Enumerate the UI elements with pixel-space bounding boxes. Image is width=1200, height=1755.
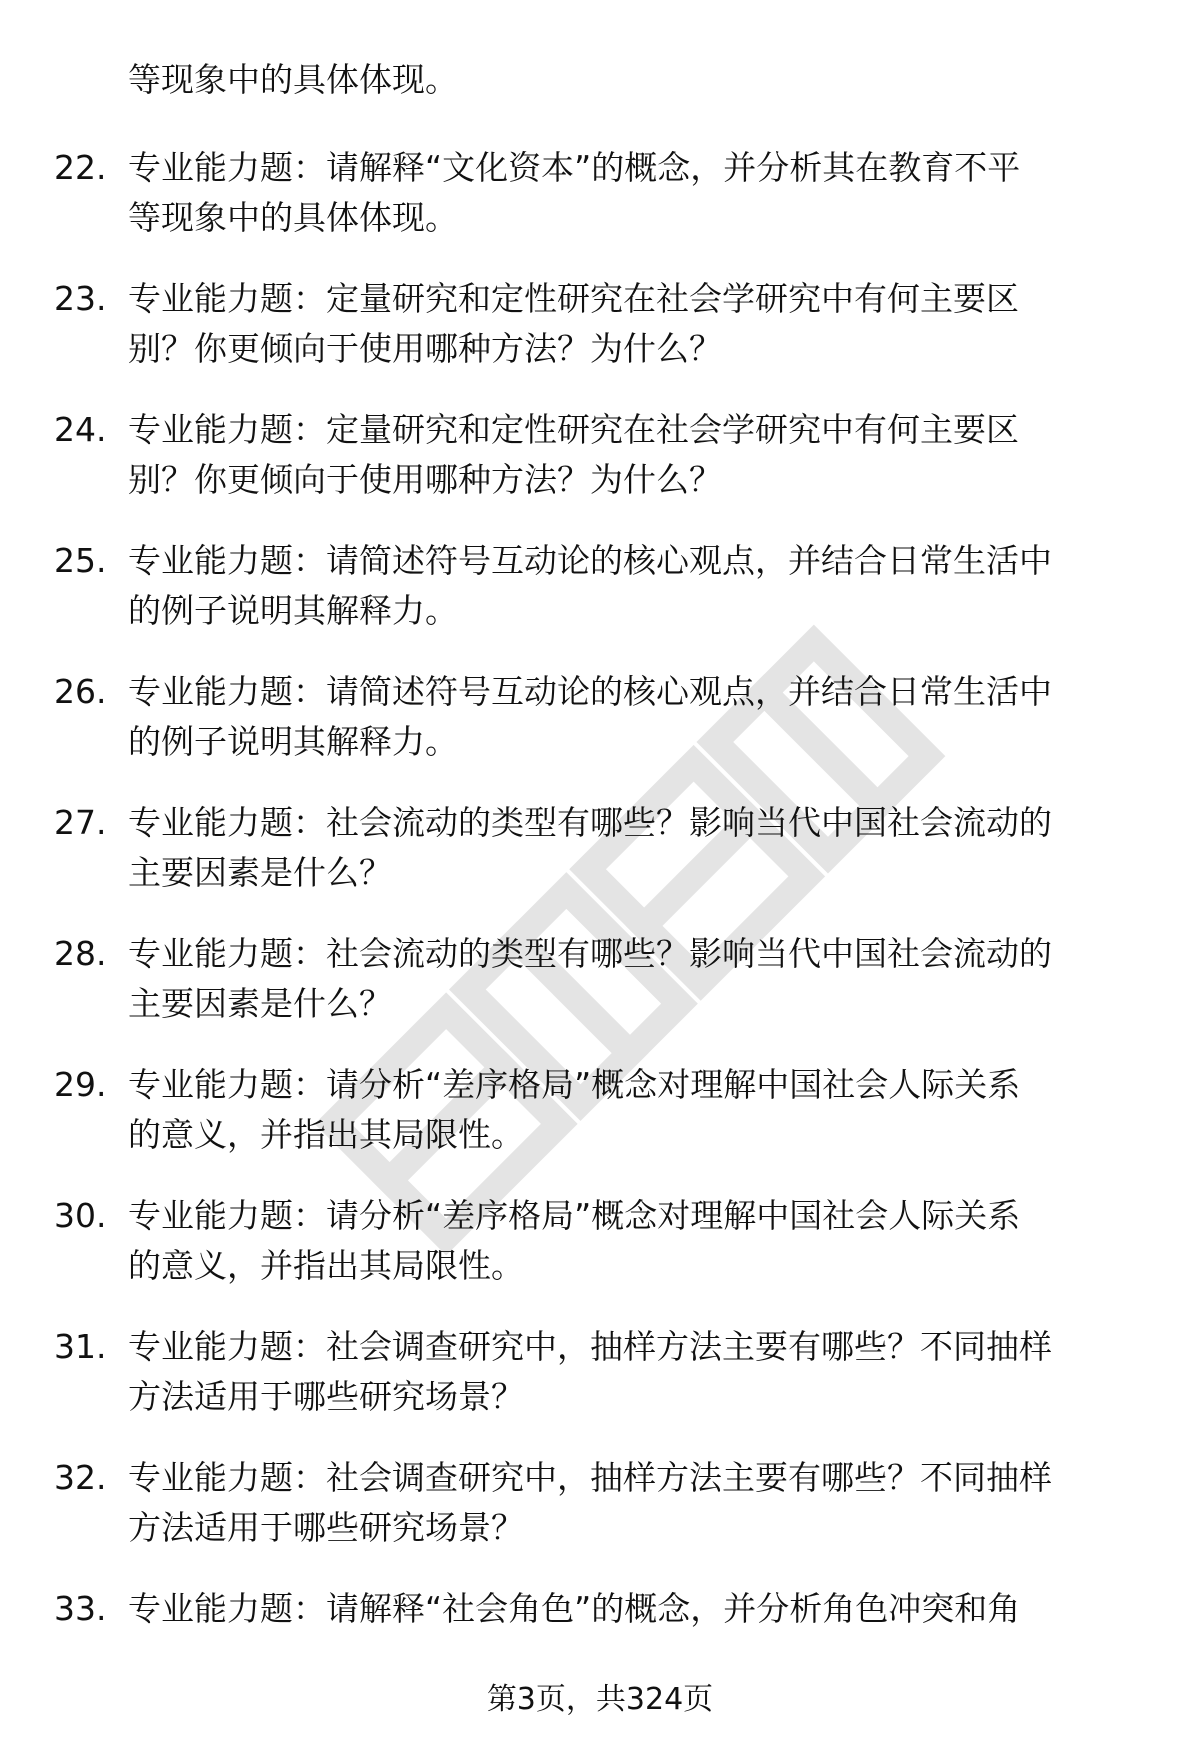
question-number: 29.: [54, 1065, 107, 1104]
question-number: 24.: [54, 410, 107, 449]
question-line: 主要因素是什么？: [128, 853, 392, 892]
question-number: 25.: [54, 541, 107, 580]
question-line: 专业能力题：请解释“社会角色”的概念，并分析角色冲突和角: [128, 1589, 1021, 1628]
question-number: 22.: [54, 148, 107, 187]
question-text: [128, 1191, 1138, 1291]
question-line: 等现象中的具体体现。: [128, 198, 458, 237]
question-line: 的意义，并指出其局限性。: [128, 1115, 524, 1154]
question-line: 专业能力题：请简述符号互动论的核心观点，并结合日常生活中: [128, 541, 1052, 580]
question-number: 26.: [54, 672, 107, 711]
question-line: 专业能力题：定量研究和定性研究在社会学研究中有何主要区: [128, 410, 1019, 449]
question-number: 33.: [54, 1589, 107, 1628]
question-line: 专业能力题：社会流动的类型有哪些？影响当代中国社会流动的: [128, 934, 1052, 973]
list-item: [0, 405, 1200, 536]
question-line: 方法适用于哪些研究场景？: [128, 1508, 524, 1547]
list-item: [0, 1453, 1200, 1584]
question-text: [128, 405, 1138, 505]
question-text: [128, 143, 1138, 243]
question-line: 专业能力题：社会流动的类型有哪些？影响当代中国社会流动的: [128, 803, 1052, 842]
question-line: 的意义，并指出其局限性。: [128, 1246, 524, 1285]
list-item: [0, 667, 1200, 798]
question-text: [128, 929, 1138, 1029]
list-item: [0, 929, 1200, 1060]
question-line: 专业能力题：社会调查研究中，抽样方法主要有哪些？不同抽样: [128, 1327, 1052, 1366]
question-number: 27.: [54, 803, 107, 842]
question-line: 专业能力题：请分析“差序格局”概念对理解中国社会人际关系: [128, 1196, 1021, 1235]
question-number: 31.: [54, 1327, 107, 1366]
list-item: [0, 798, 1200, 929]
question-line: 的例子说明其解释力。: [128, 591, 458, 630]
list-item: [0, 1060, 1200, 1191]
list-item: [0, 143, 1200, 274]
question-line: 专业能力题：请简述符号互动论的核心观点，并结合日常生活中: [128, 672, 1052, 711]
question-number: 23.: [54, 279, 107, 318]
question-line: 专业能力题：定量研究和定性研究在社会学研究中有何主要区: [128, 279, 1019, 318]
list-item: [0, 1191, 1200, 1322]
question-line: 专业能力题：社会调查研究中，抽样方法主要有哪些？不同抽样: [128, 1458, 1052, 1497]
page-footer: 第3页，共324页: [486, 1682, 714, 1717]
list-item: [0, 1322, 1200, 1453]
question-text: [128, 536, 1138, 636]
question-text: [128, 798, 1138, 898]
question-number: 30.: [54, 1196, 107, 1235]
question-line: 方法适用于哪些研究场景？: [128, 1377, 524, 1416]
question-line: 别？你更倾向于使用哪种方法？为什么？: [128, 329, 722, 368]
question-text: [128, 274, 1138, 374]
question-text: [128, 667, 1138, 767]
list-item: [0, 536, 1200, 667]
question-line: 主要因素是什么？: [128, 984, 392, 1023]
question-line: 专业能力题：请解释“文化资本”的概念，并分析其在教育不平: [128, 148, 1021, 187]
question-text: [128, 1584, 1138, 1634]
question-number: 32.: [54, 1458, 107, 1497]
question-line: 别？你更倾向于使用哪种方法？为什么？: [128, 460, 722, 499]
continuation-line: 等现象中的具体体现。: [128, 60, 458, 99]
question-text: [128, 1322, 1138, 1422]
question-list: [0, 143, 1200, 1715]
question-line: 的例子说明其解释力。: [128, 722, 458, 761]
list-item: [0, 274, 1200, 405]
question-number: 28.: [54, 934, 107, 973]
question-line: 专业能力题：请分析“差序格局”概念对理解中国社会人际关系: [128, 1065, 1021, 1104]
question-text: [128, 1453, 1138, 1553]
question-text: [128, 1060, 1138, 1160]
